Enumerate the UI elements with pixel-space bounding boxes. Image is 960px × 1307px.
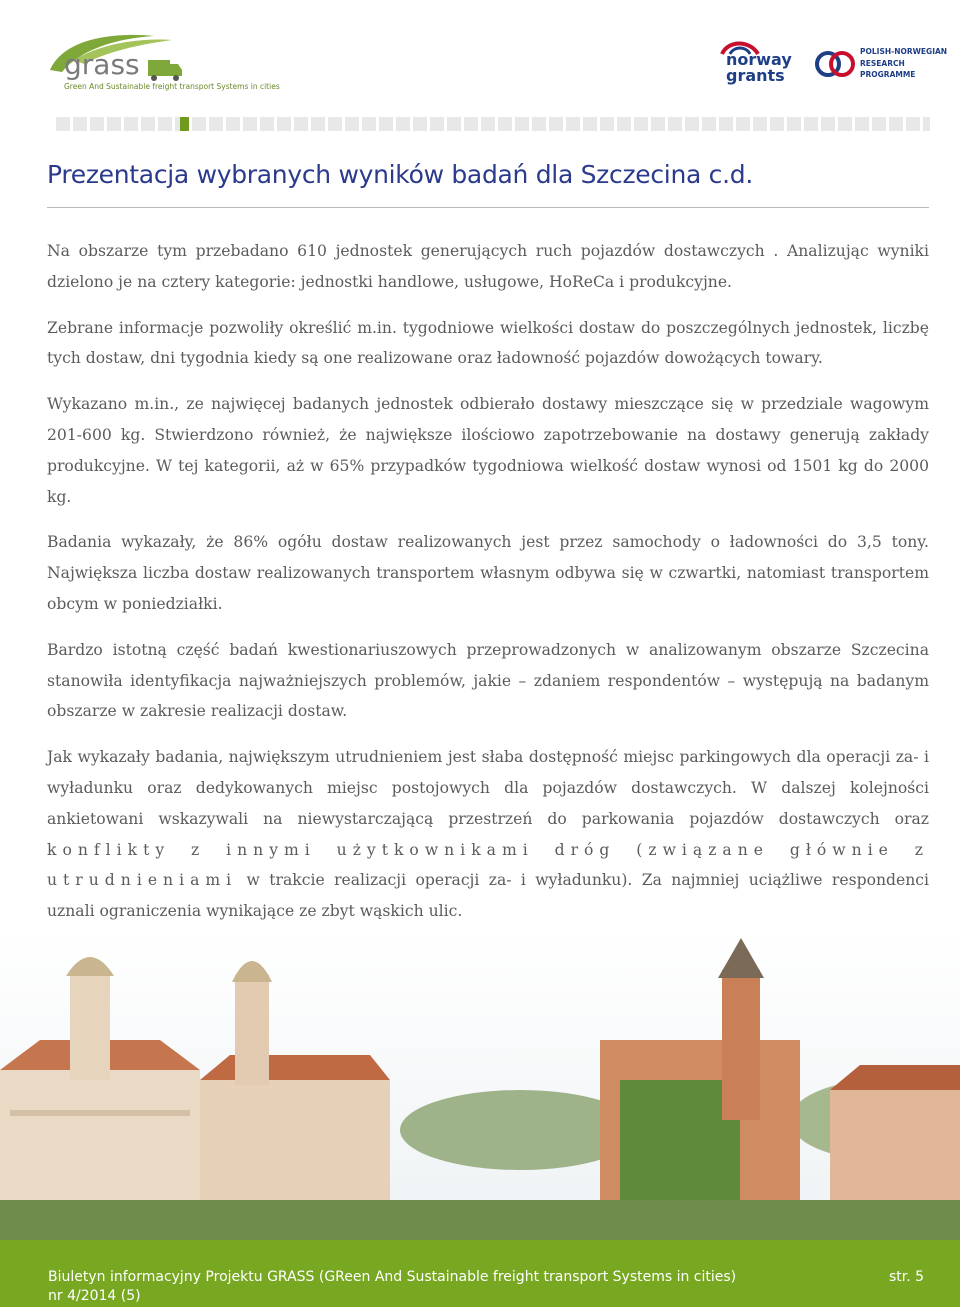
nrp-line-1: POLISH-NORWEGIAN (860, 47, 948, 56)
grass-logo (44, 30, 284, 100)
nrp-line-2: RESEARCH (860, 58, 905, 68)
paragraph-4: Badania wykazały, że 86% ogółu dostaw realizowanych jest przez samochody o ładowności do 3,5 tony. Największa liczba dostaw realizowanych transportem własnym odbywa się w czwartki, natomiast transportem obcym w poniedziałki. (47, 533, 929, 613)
header-stripe-accent (180, 117, 189, 131)
footer-issue-number: nr 4/2014 (5) (48, 1288, 141, 1304)
page-footer (0, 1240, 960, 1307)
paragraph-1: Na obszarze tym przebadano 610 jednostek generujących ruch pojazdów dostawczych . Analizując wyniki dzielono je na cztery kategorie: jednostki handlowe, usługowe, HoReCa i produkcyjne. (47, 242, 929, 291)
nrp-logo-text (860, 46, 947, 81)
paragraph-6-part-1: Jak wykazały badania, największym utrudnieniem jest słaba dostępność miejsc parkingowych dla operacji za- i wyładunku oraz dedykowanych miejsc postojowych dla pojazdów dostawczych. W dalszej kolejności ankietowani wskazywali na niewystarczającą przestrzeń do parkowania pojazdów dostawczych oraz (47, 748, 929, 828)
polish-norwegian-research-programme-logo (814, 46, 948, 86)
paragraph-3: Wykazano m.in., ze najwięcej badanych jednostek odbierało dostawy mieszczące się w przedziale wagowym 201-600 kg. Stwierdzono również, że największe ilościowo zapotrzebowanie na dostawy generują zakłady produkcyjne. W tej kategorii, aż w 65% przypadków tygodniowa wielkość dostaw wynosi od 1501 kg do 2000 kg. (47, 395, 929, 506)
page-header (0, 0, 960, 140)
nrp-line-3: PROGRAMME (860, 70, 916, 79)
paragraph-5: Bardzo istotną część badań kwestionariuszowych przeprowadzonych w analizowanym obszarze Szczecina stanowiła identyfikacja najważniejszych problemów, jakie – zdaniem respondentów – występują na badanym obszarze w zakresie realizacji dostaw. (47, 640, 929, 721)
norway-grants-logo (716, 38, 806, 94)
article-body (47, 236, 929, 942)
grass-logo-tagline: Green And Sustainable freight transport Systems in cities (64, 82, 280, 91)
paragraph-6-spaced-part: konflikty z innymi użytkownikami dróg (związane głównie z utrudnieniami (47, 840, 929, 890)
norway-grants-text: norway grants (726, 50, 792, 85)
title-divider (47, 207, 929, 208)
footer-page-number: str. 5 (888, 1269, 924, 1285)
paragraph-6-part-3: w trakcie realizacji operacji za- i wyładunku). Za najmniej uciążliwe respondenci uznali ograniczenia wynikające ze zbyt wąskich ulic. (47, 871, 929, 921)
nrp-rings-icon (814, 48, 856, 84)
page-title: Prezentacja wybranych wyników badań dla Szczecina c.d. (47, 160, 753, 189)
paragraph-2: Zebrane informacje pozwoliły określić m.in. tygodniowe wielkości dostaw do poszczególnych jednostek, liczbę tych dostaw, dni tygodnia kiedy są one realizowane oraz ładowność pojazdów dowożących towary. (47, 318, 929, 368)
paragraph-6 (47, 742, 929, 927)
szczecin-waterfront-photo (0, 930, 960, 1240)
footer-bulletin-title: Biuletyn informacyjny Projektu GRASS (GReen And Sustainable freight transport Systems in cities) (48, 1269, 737, 1285)
grass-logo-word: grass (64, 48, 140, 81)
